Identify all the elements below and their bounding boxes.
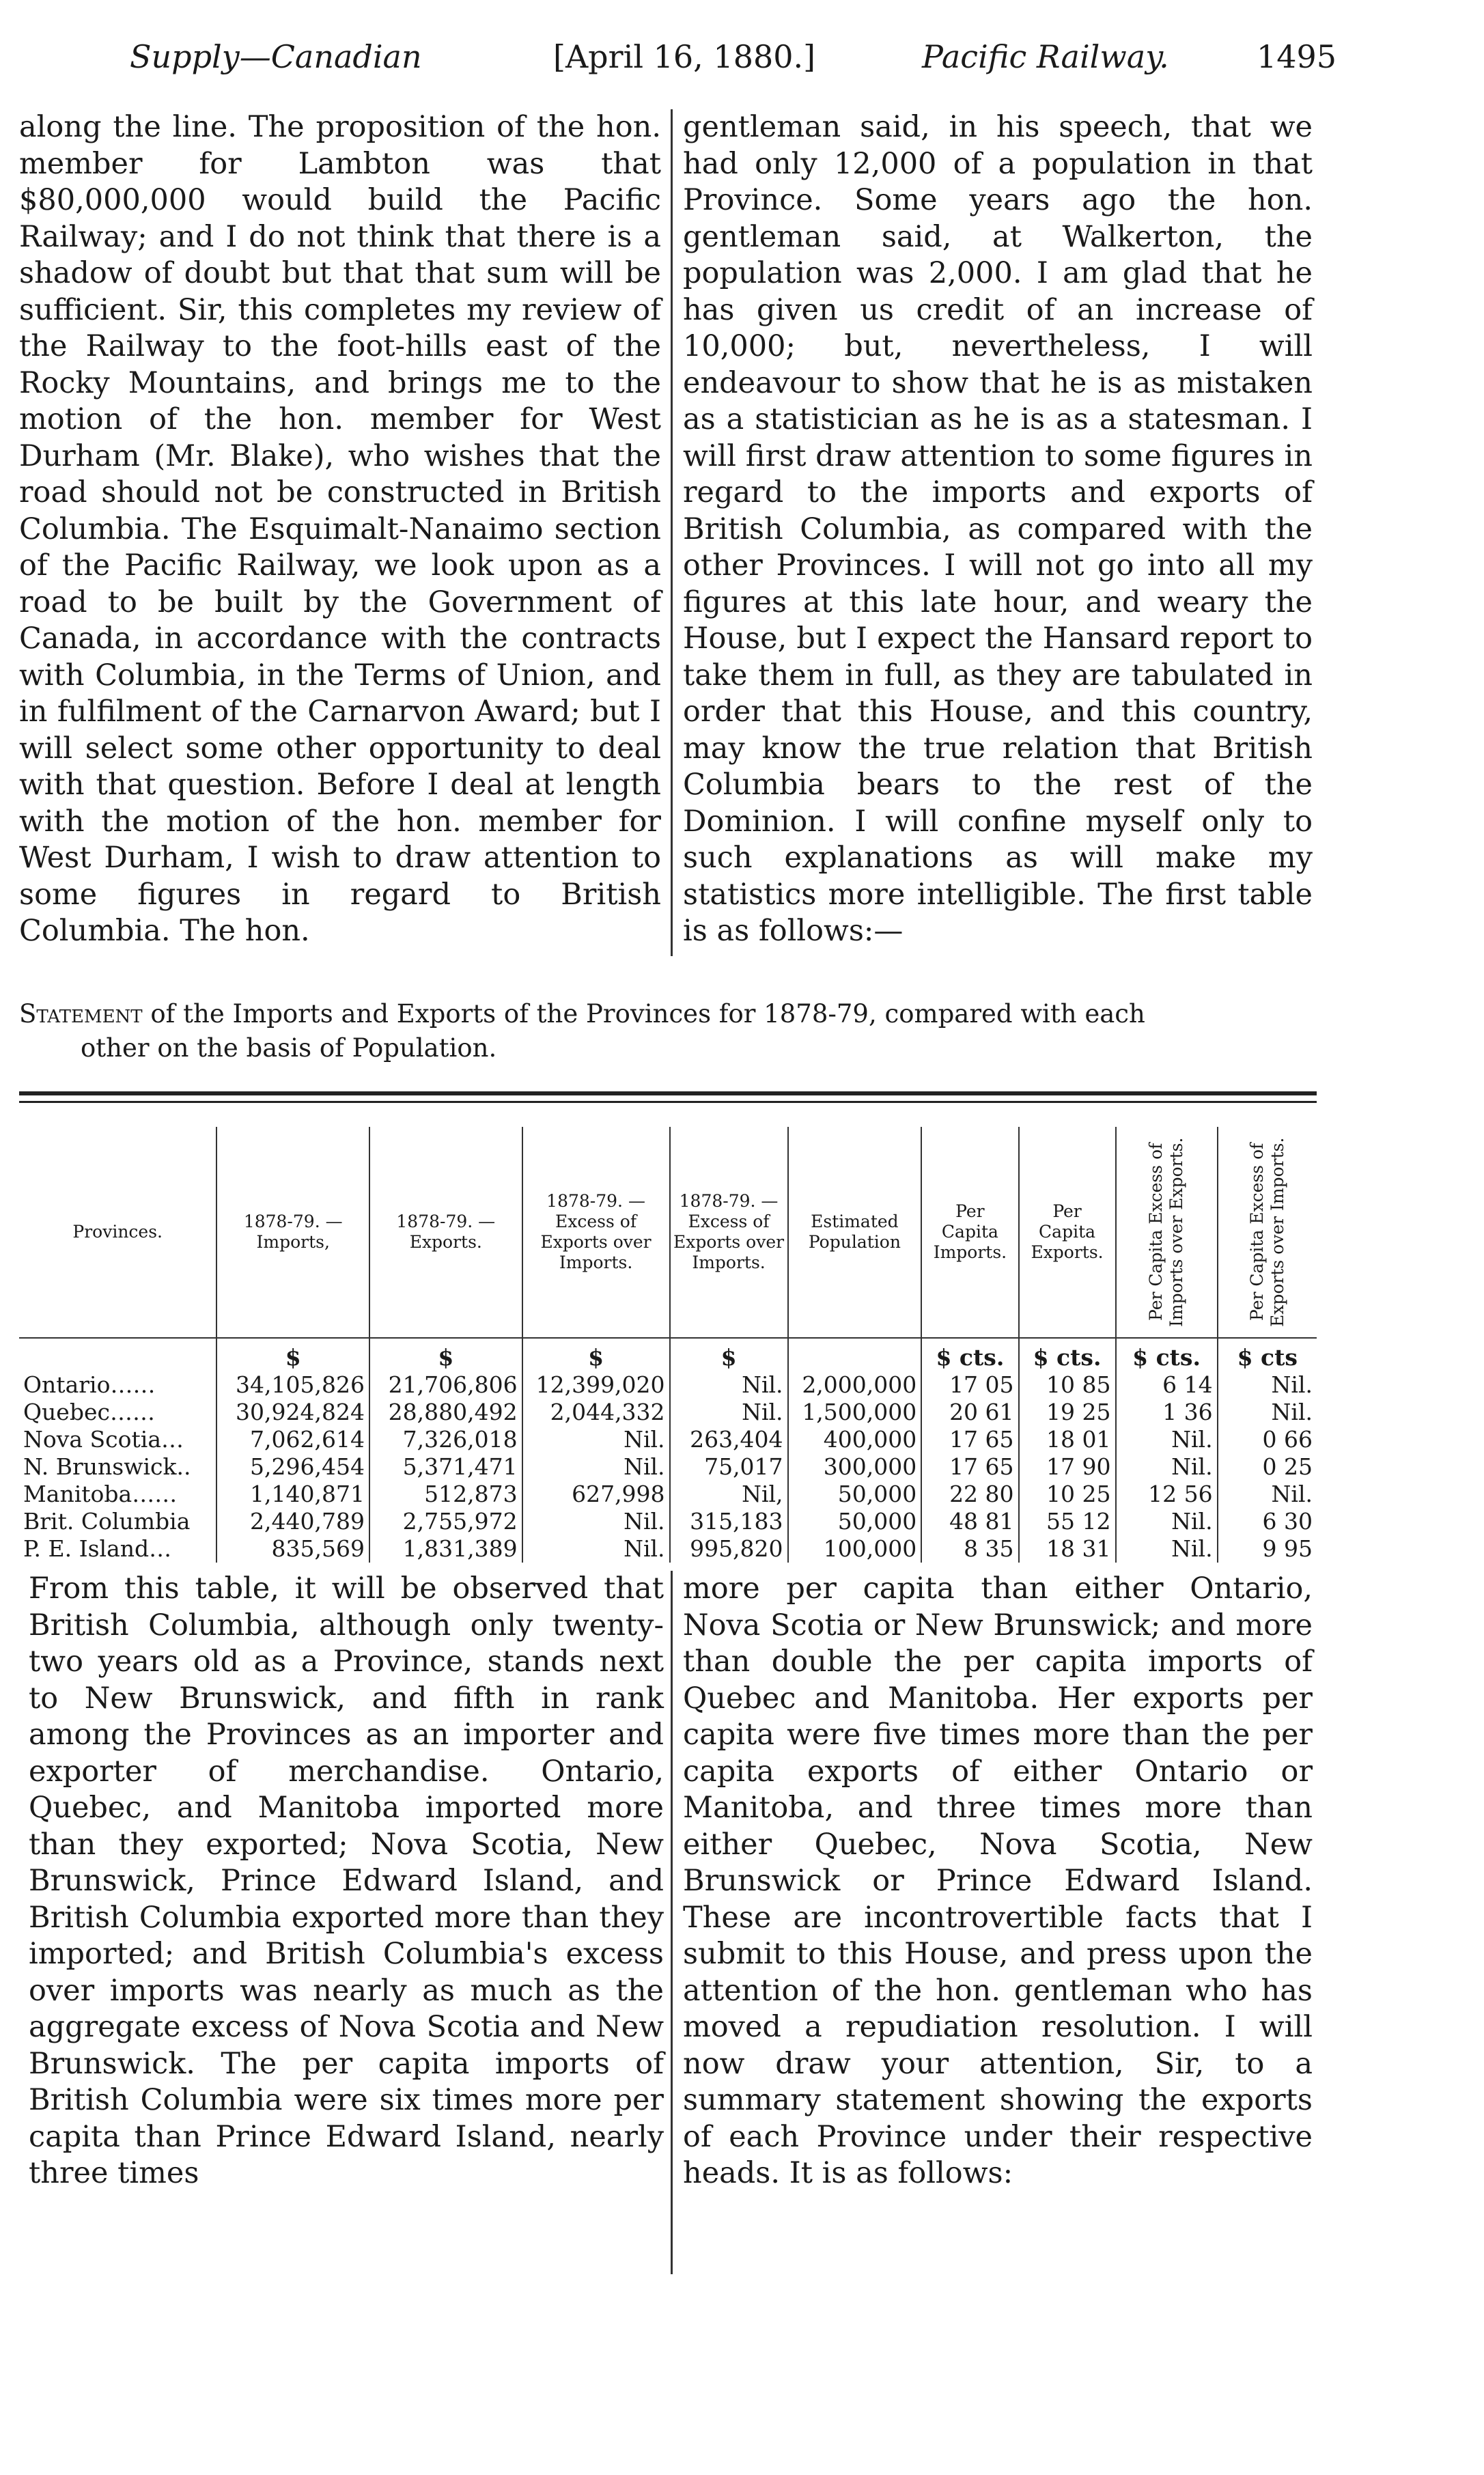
table-cell: 48 81 bbox=[921, 1508, 1018, 1535]
paragraph: more per capita than either Ontario, Nova Scotia or New Brunswick; and more than double the per capita imports of Quebec and Manitoba. Her exports per capita were five times more than the per capita exports of either Ontario or Manitoba, and three times more than either Quebec, Nova Scotia, New Brunswick or Prince Edward Island. These are incontrovertible facts that I submit to this House, and press upon the attention of the hon. gentleman who has moved a repudiation resolution. I will now draw your attention, Sir, to a summary statement showing the exports of each Province under their respective heads. It is as follows: bbox=[683, 1571, 1313, 2190]
table-cell: 263,404 bbox=[670, 1426, 788, 1453]
table-row bbox=[19, 1399, 1317, 1426]
table-caption bbox=[19, 997, 1317, 1065]
table-cell: 1,140,871 bbox=[216, 1481, 369, 1508]
unit-cell bbox=[19, 1338, 216, 1371]
column-header: 1878-79. — Excess of Exports over Imports. bbox=[670, 1127, 788, 1338]
table-cell: Nil. bbox=[1271, 1399, 1313, 1425]
unit-cell: $ cts. bbox=[1019, 1338, 1116, 1371]
table-cell: 7,062,614 bbox=[216, 1426, 369, 1453]
table-cell: 0 66 bbox=[1262, 1426, 1313, 1453]
table-cell: 17 90 bbox=[1019, 1453, 1116, 1481]
column-header: 1878-79. — Exports. bbox=[369, 1127, 522, 1338]
table-cell: 75,017 bbox=[670, 1453, 788, 1481]
province-cell: Manitoba…… bbox=[19, 1481, 216, 1508]
table-cell: Nil. bbox=[1116, 1426, 1218, 1453]
header-section-title: Supply—Canadian bbox=[130, 38, 422, 75]
table-cell: 300,000 bbox=[788, 1453, 922, 1481]
header-topic: Pacific Railway. bbox=[922, 38, 1169, 75]
table-cell: 7,326,018 bbox=[369, 1426, 522, 1453]
table-cell: 100,000 bbox=[788, 1535, 922, 1563]
table-cell: Nil. bbox=[670, 1399, 788, 1426]
table-row bbox=[19, 1535, 1317, 1563]
caption-lead: Statement bbox=[19, 999, 143, 1029]
table-cell: Nil. bbox=[1271, 1371, 1313, 1398]
table-cell: 34,105,826 bbox=[216, 1371, 369, 1399]
table-cell: 50,000 bbox=[788, 1508, 922, 1535]
column-header: 1878-79. — Excess of Exports over Imports. bbox=[522, 1127, 670, 1338]
table-cell: 55 12 bbox=[1019, 1508, 1116, 1535]
table-top-rule bbox=[19, 1091, 1317, 1095]
table-cell: Nil. bbox=[522, 1535, 670, 1563]
units-row bbox=[19, 1338, 1317, 1371]
column-header: Per Capita Exports. bbox=[1019, 1127, 1116, 1338]
table-row bbox=[19, 1426, 1317, 1453]
table-cell: 17 05 bbox=[921, 1371, 1018, 1399]
table-cell: 5,296,454 bbox=[216, 1453, 369, 1481]
column-header: Per Capita Excess of Exports over Imports. bbox=[1218, 1127, 1317, 1338]
table-cell: 627,998 bbox=[522, 1481, 670, 1508]
table-cell: 12 56 bbox=[1116, 1481, 1218, 1508]
unit-cell: $ bbox=[670, 1338, 788, 1371]
table-cell: 512,873 bbox=[369, 1481, 522, 1508]
table-header-row bbox=[19, 1127, 1317, 1338]
table-cell: 2,044,332 bbox=[522, 1399, 670, 1426]
table-cell: 8 35 bbox=[921, 1535, 1018, 1563]
table-cell: 995,820 bbox=[670, 1535, 788, 1563]
table-cell: 1 36 bbox=[1116, 1399, 1218, 1426]
unit-cell: $ bbox=[522, 1338, 670, 1371]
column-header: Per Capita Excess of Imports over Exports. bbox=[1116, 1127, 1218, 1338]
table-cell: Nil, bbox=[670, 1481, 788, 1508]
table-cell: 30,924,824 bbox=[216, 1399, 369, 1426]
text-column-bottom-left bbox=[29, 1571, 664, 2192]
unit-cell: $ bbox=[216, 1338, 369, 1371]
unit-cell: $ cts bbox=[1237, 1344, 1298, 1371]
province-cell: Nova Scotia… bbox=[19, 1426, 216, 1453]
table-row bbox=[19, 1453, 1317, 1481]
text-column-top-right bbox=[683, 109, 1313, 950]
table-cell: 10 25 bbox=[1019, 1481, 1116, 1508]
unit-cell: $ cts. bbox=[1116, 1338, 1218, 1371]
table-cell: 22 80 bbox=[921, 1481, 1018, 1508]
table-cell: 17 65 bbox=[921, 1453, 1018, 1481]
table-cell: 1,831,389 bbox=[369, 1535, 522, 1563]
table-cell: 2,000,000 bbox=[788, 1371, 922, 1399]
unit-cell: $ cts. bbox=[921, 1338, 1018, 1371]
table-cell: 2,755,972 bbox=[369, 1508, 522, 1535]
table-cell: Nil. bbox=[522, 1508, 670, 1535]
table-cell: Nil. bbox=[670, 1371, 788, 1399]
table-cell: 400,000 bbox=[788, 1426, 922, 1453]
table-cell: Nil. bbox=[1116, 1535, 1218, 1563]
table-top-rule-thin bbox=[19, 1101, 1317, 1103]
table-cell: 20 61 bbox=[921, 1399, 1018, 1426]
table-cell: Nil. bbox=[1116, 1453, 1218, 1481]
table-cell: 835,569 bbox=[216, 1535, 369, 1563]
column-header: Per Capita Imports. bbox=[921, 1127, 1018, 1338]
column-header: 1878-79. — Imports, bbox=[216, 1127, 369, 1338]
table-cell: 28,880,492 bbox=[369, 1399, 522, 1426]
page-header bbox=[34, 33, 1455, 87]
page-number: 1495 bbox=[1257, 38, 1337, 75]
province-cell: P. E. Island… bbox=[19, 1535, 216, 1563]
table-cell: 315,183 bbox=[670, 1508, 788, 1535]
column-header: Provinces. bbox=[19, 1127, 216, 1338]
paragraph: along the line. The proposition of the hon. member for Lambton was that $80,000,000 would build the Pacific Railway; and I do not think that there is a shadow of doubt but that that sum will be sufficient. Sir, this completes my review of the Railway to the foot-hills east of the Rocky Mountains, and brings me to the motion of the hon. member for West Durham (Mr. Blake), who wishes that the road should not be constructed in British Columbia. The Esquimalt-Nanaimo section of the Pacific Railway, we look upon as a road to be built by the Government of Canada, in accordance with the contracts with Columbia, in the Terms of Union, and in fulfilment of the Carnarvon Award; but I will select some other opportunity to deal with that question. Before I deal at length with the motion of the hon. member for West Durham, I wish to draw attention to some figures in regard to British Columbia. The hon. bbox=[19, 110, 661, 948]
column-divider bbox=[671, 109, 673, 956]
table-cell: 6 30 bbox=[1262, 1508, 1313, 1535]
table-row bbox=[19, 1508, 1317, 1535]
table-cell: 2,440,789 bbox=[216, 1508, 369, 1535]
table-row bbox=[19, 1371, 1317, 1399]
table-cell: 1,500,000 bbox=[788, 1399, 922, 1426]
header-date: [April 16, 1880.] bbox=[553, 38, 816, 75]
table-cell: 18 01 bbox=[1019, 1426, 1116, 1453]
province-cell: Quebec…… bbox=[19, 1399, 216, 1426]
paragraph: gentleman said, in his speech, that we had only 12,000 of a population in that Province. Some years ago the hon. gentleman said, at Walkerton, the population was 2,000. I am glad that he has given us credit of an increase of 10,000; but, nevertheless, I will endeavour to show that he is as mistaken as a statistician as he is as a statesman. I will first draw attention to some figures in regard to the imports and exports of British Columbia, as compared with the other Provinces. I will not go into all my figures at this late hour, and weary the House, but I expect the Hansard report to take them in full, as they are tabulated in order that this House, and this country, may know the true relation that British Columbia bears to the rest of the Dominion. I will confine myself only to such explanations as will make my statistics more intelligible. The first table is as follows:— bbox=[683, 110, 1313, 948]
text-column-bottom-right bbox=[683, 1571, 1313, 2192]
table-cell: 6 14 bbox=[1116, 1371, 1218, 1399]
table-cell: 50,000 bbox=[788, 1481, 922, 1508]
table-cell: 9 95 bbox=[1262, 1535, 1313, 1562]
province-cell: Brit. Columbia bbox=[19, 1508, 216, 1535]
unit-cell bbox=[788, 1338, 922, 1371]
table-cell: 10 85 bbox=[1019, 1371, 1116, 1399]
province-cell: N. Brunswick.. bbox=[19, 1453, 216, 1481]
paragraph: From this table, it will be observed that British Columbia, although only twenty-two years old as a Province, stands next to New Brunswick, and fifth in rank among the Provinces as an importer and exporter of merchandise. Ontario, Quebec, and Manitoba imported more than they exported; Nova Scotia, New Brunswick, Prince Edward Island, and British Columbia exported more than they imported; and British Columbia's excess over imports was nearly as much as the aggregate excess of Nova Scotia and New Brunswick. The per capita imports of British Columbia were six times more per capita than Prince Edward Island, nearly three times bbox=[29, 1571, 664, 2190]
table-cell: 12,399,020 bbox=[522, 1371, 670, 1399]
table-cell: Nil. bbox=[1116, 1508, 1218, 1535]
column-header: Estimated Population bbox=[788, 1127, 922, 1338]
caption-line-1: of the Imports and Exports of the Provinces for 1878-79, compared with each bbox=[142, 999, 1145, 1029]
province-cell: Ontario…… bbox=[19, 1371, 216, 1399]
table-cell: 19 25 bbox=[1019, 1399, 1116, 1426]
statistics-table bbox=[19, 1127, 1317, 1563]
table-cell: 21,706,806 bbox=[369, 1371, 522, 1399]
table-row bbox=[19, 1481, 1317, 1508]
table-cell: Nil. bbox=[522, 1426, 670, 1453]
table-cell: Nil. bbox=[522, 1453, 670, 1481]
table-cell: 5,371,471 bbox=[369, 1453, 522, 1481]
table-cell: 0 25 bbox=[1262, 1453, 1313, 1480]
column-divider bbox=[671, 1571, 673, 2274]
text-column-top-left bbox=[19, 109, 661, 950]
table-cell: Nil. bbox=[1271, 1481, 1313, 1507]
table-cell: 17 65 bbox=[921, 1426, 1018, 1453]
unit-cell: $ bbox=[369, 1338, 522, 1371]
caption-line-2: other on the basis of Population. bbox=[81, 1033, 497, 1063]
table-cell: 18 31 bbox=[1019, 1535, 1116, 1563]
